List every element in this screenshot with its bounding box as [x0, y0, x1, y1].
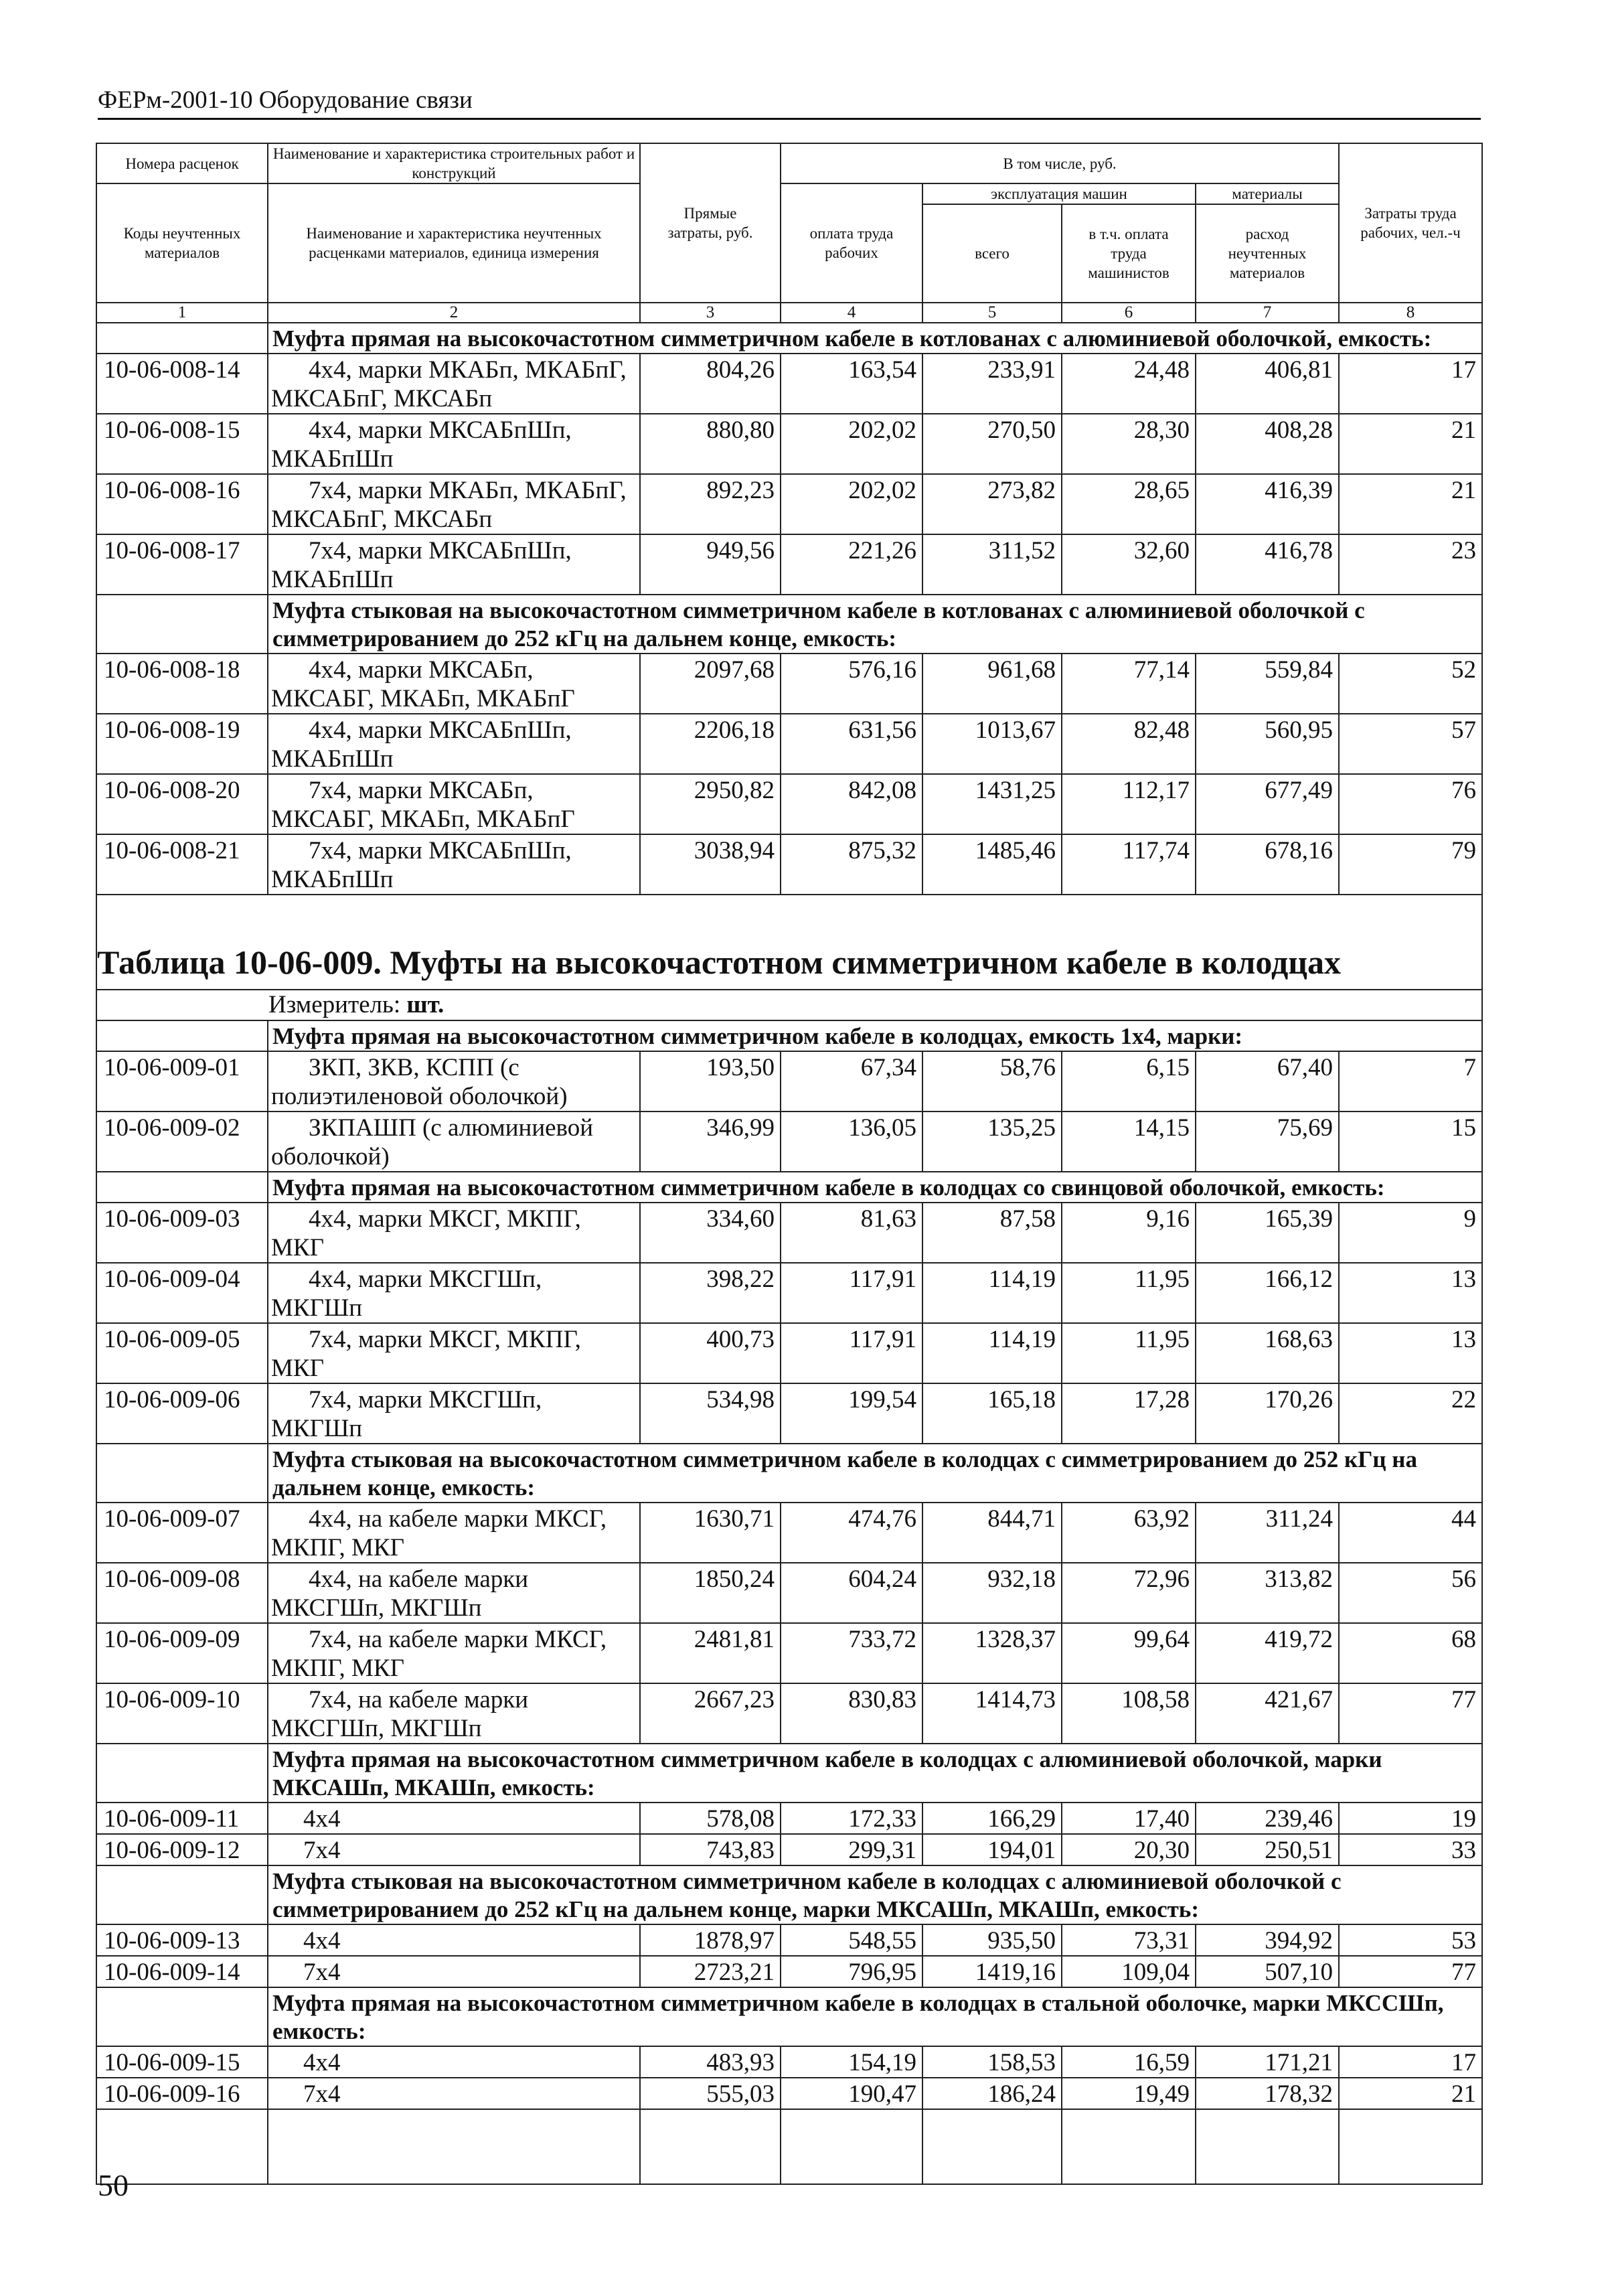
materials-cost: 507,10: [1196, 1956, 1339, 1987]
materials-cost: 406,81: [1196, 354, 1339, 414]
labor-hours: 15: [1339, 1112, 1482, 1172]
rate-code: 10-06-009-05: [96, 1323, 268, 1383]
table-title: Таблица 10-06-009. Муфты на высокочастотном симметричном кабеле в колодцах: [96, 895, 1482, 990]
rate-code: 10-06-009-03: [96, 1203, 268, 1263]
direct-cost: 2950,82: [640, 774, 781, 834]
machine-cost: 1328,37: [922, 1623, 1062, 1683]
machinist-labor-cost: 17,40: [1062, 1803, 1196, 1834]
section-row: [96, 1020, 1482, 1051]
header-materialy: материалы: [1196, 183, 1339, 204]
machine-cost: 1414,73: [922, 1683, 1062, 1744]
column-number-row: [96, 303, 1482, 323]
machinist-labor-cost: 20,30: [1062, 1834, 1196, 1865]
rate-code: 10-06-009-11: [96, 1803, 268, 1834]
section-title: Муфта стыковая на высокочастотном симметричном кабеле в колодцах с алюминиевой оболочкой с симметрированием до 252 кГц на дальнем конце, марки МКСАШп, МКАШп, емкость:: [268, 1865, 1482, 1924]
labor-hours: 56: [1339, 1563, 1482, 1623]
rate-code: 10-06-009-13: [96, 1924, 268, 1956]
machine-cost: 166,29: [922, 1803, 1062, 1834]
materials-cost: 408,28: [1196, 414, 1339, 474]
direct-cost: 804,26: [640, 354, 781, 414]
labor-hours: 23: [1339, 534, 1482, 595]
rate-code: 10-06-009-10: [96, 1683, 268, 1744]
rate-code: 10-06-008-18: [96, 654, 268, 714]
labor-cost: 576,16: [781, 654, 922, 714]
machinist-labor-cost: 14,15: [1062, 1112, 1196, 1172]
section-row: [96, 1987, 1482, 2046]
header-vtch: в т.ч. оплата труда машинистов: [1062, 204, 1196, 303]
labor-hours: 19: [1339, 1803, 1482, 1834]
direct-cost: 2097,68: [640, 654, 781, 714]
section-row: [96, 595, 1482, 654]
labor-hours: 68: [1339, 1623, 1482, 1683]
table-row: [96, 774, 1482, 834]
labor-cost: 733,72: [781, 1623, 922, 1683]
machinist-labor-cost: 19,49: [1062, 2078, 1196, 2109]
rate-name: 7х4, марки МКСГШп, МКГШп: [268, 1383, 640, 1444]
table-row: [96, 1503, 1482, 1563]
table-row: [96, 654, 1482, 714]
labor-hours: 13: [1339, 1263, 1482, 1323]
labor-cost: 604,24: [781, 1563, 922, 1623]
machinist-labor-cost: 32,60: [1062, 534, 1196, 595]
rate-code: 10-06-008-16: [96, 474, 268, 534]
labor-hours: 44: [1339, 1503, 1482, 1563]
machinist-labor-cost: 109,04: [1062, 1956, 1196, 1987]
rate-code: 10-06-009-12: [96, 1834, 268, 1865]
page-number: 50: [98, 2168, 129, 2202]
labor-hours: 22: [1339, 1383, 1482, 1444]
rate-name: 4х4, марки МКСАБпШп, МКАБпШп: [268, 714, 640, 774]
machinist-labor-cost: 17,28: [1062, 1383, 1196, 1444]
header-vsego: всего: [922, 204, 1062, 303]
column-number: 7: [1196, 303, 1339, 323]
header-naimenovanie-rabot: Наименование и характеристика строительных работ и конструкций: [268, 143, 640, 183]
rate-name: 4х4, марки МКСАБп, МКСАБГ, МКАБп, МКАБпГ: [268, 654, 640, 714]
machine-cost: 932,18: [922, 1563, 1062, 1623]
direct-cost: 193,50: [640, 1051, 781, 1112]
running-head-rule: [98, 118, 1481, 120]
direct-cost: 2723,21: [640, 1956, 781, 1987]
column-number: 4: [781, 303, 922, 323]
rate-name: 4х4: [268, 1924, 640, 1956]
section-title: Муфта прямая на высокочастотном симметричном кабеле в колодцах со свинцовой оболочкой, емкость:: [268, 1172, 1482, 1203]
machinist-labor-cost: 28,65: [1062, 474, 1196, 534]
labor-hours: 77: [1339, 1956, 1482, 1987]
machine-cost: 1431,25: [922, 774, 1062, 834]
rate-name: 7х4, марки МКСАБп, МКСАБГ, МКАБп, МКАБпГ: [268, 774, 640, 834]
labor-hours: 53: [1339, 1924, 1482, 1956]
labor-cost: 875,32: [781, 834, 922, 895]
direct-cost: 534,98: [640, 1383, 781, 1444]
machinist-labor-cost: 16,59: [1062, 2046, 1196, 2078]
machinist-labor-cost: 117,74: [1062, 834, 1196, 895]
labor-hours: 17: [1339, 2046, 1482, 2078]
materials-cost: 165,39: [1196, 1203, 1339, 1263]
section-title: Муфта стыковая на высокочастотном симметричном кабеле в котлованах с алюминиевой оболочкой с симметрированием до 252 кГц на дальнем конце, емкость:: [268, 595, 1482, 654]
direct-cost: 2206,18: [640, 714, 781, 774]
machine-cost: 1013,67: [922, 714, 1062, 774]
table-row: [96, 2046, 1482, 2078]
labor-cost: 154,19: [781, 2046, 922, 2078]
materials-cost: 168,63: [1196, 1323, 1339, 1383]
labor-cost: 631,56: [781, 714, 922, 774]
materials-cost: 421,67: [1196, 1683, 1339, 1744]
materials-cost: 170,26: [1196, 1383, 1339, 1444]
labor-hours: 13: [1339, 1323, 1482, 1383]
section-title: Муфта прямая на высокочастотном симметричном кабеле в колодцах, емкость 1х4, марки:: [268, 1020, 1482, 1051]
machine-cost: 233,91: [922, 354, 1062, 414]
direct-cost: 578,08: [640, 1803, 781, 1834]
header-rashod: расход неучтенных материалов: [1196, 204, 1339, 303]
direct-cost: 483,93: [640, 2046, 781, 2078]
rate-name: 4х4: [268, 1803, 640, 1834]
rate-code: 10-06-009-16: [96, 2078, 268, 2109]
column-number: 5: [922, 303, 1062, 323]
direct-cost: 949,56: [640, 534, 781, 595]
materials-cost: 311,24: [1196, 1503, 1339, 1563]
rate-name: 7х4: [268, 1956, 640, 1987]
machinist-labor-cost: 108,58: [1062, 1683, 1196, 1744]
table-row: [96, 1383, 1482, 1444]
table-row: [96, 1203, 1482, 1263]
machinist-labor-cost: 9,16: [1062, 1203, 1196, 1263]
section-title: Муфта стыковая на высокочастотном симметричном кабеле в колодцах с симметрированием до 252 кГц на дальнем конце, емкость:: [268, 1444, 1482, 1503]
direct-cost: 1850,24: [640, 1563, 781, 1623]
machine-cost: 58,76: [922, 1051, 1062, 1112]
rate-code: 10-06-009-08: [96, 1563, 268, 1623]
machine-cost: 273,82: [922, 474, 1062, 534]
machine-cost: 311,52: [922, 534, 1062, 595]
machine-cost: 270,50: [922, 414, 1062, 474]
materials-cost: 678,16: [1196, 834, 1339, 895]
rate-name: 4х4: [268, 2046, 640, 2078]
rate-code: 10-06-009-04: [96, 1263, 268, 1323]
labor-cost: 199,54: [781, 1383, 922, 1444]
rate-code: 10-06-008-14: [96, 354, 268, 414]
empty-row: [96, 2109, 1482, 2184]
machine-cost: 87,58: [922, 1203, 1062, 1263]
running-head: ФЕРм-2001-10 Оборудование связи: [98, 86, 473, 114]
section-row: [96, 1444, 1482, 1503]
materials-cost: 419,72: [1196, 1623, 1339, 1683]
rate-code: 10-06-009-06: [96, 1383, 268, 1444]
table-row: [96, 534, 1482, 595]
section-row: [96, 1744, 1482, 1803]
rate-code: 10-06-008-19: [96, 714, 268, 774]
rates-table: [96, 143, 1483, 2185]
rate-name: 7х4, на кабеле марки МКСГ, МКПГ, МКГ: [268, 1623, 640, 1683]
section-title: Муфта прямая на высокочастотном симметричном кабеле в колодцах в стальной оболочке, марки МКССШп, емкость:: [268, 1987, 1482, 2046]
direct-cost: 1630,71: [640, 1503, 781, 1563]
machine-cost: 158,53: [922, 2046, 1062, 2078]
rate-name: 4х4, марки МКСГ, МКПГ, МКГ: [268, 1203, 640, 1263]
machine-cost: 1419,16: [922, 1956, 1062, 1987]
rate-name: 4х4, марки МКСАБпШп, МКАБпШп: [268, 414, 640, 474]
labor-cost: 474,76: [781, 1503, 922, 1563]
section-row: [96, 1865, 1482, 1924]
labor-hours: 76: [1339, 774, 1482, 834]
labor-cost: 202,02: [781, 414, 922, 474]
machinist-labor-cost: 72,96: [1062, 1563, 1196, 1623]
rate-name: 7х4: [268, 2078, 640, 2109]
direct-cost: 880,80: [640, 414, 781, 474]
section-title: Муфта прямая на высокочастотном симметричном кабеле в колодцах с алюминиевой оболочкой, марки МКСАШп, МКАШп, емкость:: [268, 1744, 1482, 1803]
column-number: 8: [1339, 303, 1482, 323]
labor-cost: 67,34: [781, 1051, 922, 1112]
materials-cost: 67,40: [1196, 1051, 1339, 1112]
labor-hours: 7: [1339, 1051, 1482, 1112]
labor-cost: 136,05: [781, 1112, 922, 1172]
table-row: [96, 1623, 1482, 1683]
labor-hours: 52: [1339, 654, 1482, 714]
rate-code: 10-06-009-02: [96, 1112, 268, 1172]
direct-cost: 334,60: [640, 1203, 781, 1263]
machinist-labor-cost: 73,31: [1062, 1924, 1196, 1956]
direct-cost: 743,83: [640, 1834, 781, 1865]
machinist-labor-cost: 112,17: [1062, 774, 1196, 834]
labor-cost: 299,31: [781, 1834, 922, 1865]
machine-cost: 935,50: [922, 1924, 1062, 1956]
materials-cost: 166,12: [1196, 1263, 1339, 1323]
machinist-labor-cost: 28,30: [1062, 414, 1196, 474]
direct-cost: 346,99: [640, 1112, 781, 1172]
rate-name: 4х4, на кабеле марки МКСГ, МКПГ, МКГ: [268, 1503, 640, 1563]
header-v-tom-chisle: В том числе, руб.: [781, 143, 1339, 183]
materials-cost: 560,95: [1196, 714, 1339, 774]
labor-cost: 830,83: [781, 1683, 922, 1744]
rate-code: 10-06-008-15: [96, 414, 268, 474]
materials-cost: 178,32: [1196, 2078, 1339, 2109]
labor-cost: 172,33: [781, 1803, 922, 1834]
table-row: [96, 714, 1482, 774]
table-row: [96, 2078, 1482, 2109]
machine-cost: 114,19: [922, 1263, 1062, 1323]
labor-cost: 221,26: [781, 534, 922, 595]
machinist-labor-cost: 77,14: [1062, 654, 1196, 714]
rate-name: 7х4, марки МКАБп, МКАБпГ, МКСАБпГ, МКСАБп: [268, 474, 640, 534]
table-row: [96, 1112, 1482, 1172]
rate-name: 4х4, марки МКСГШп, МКГШп: [268, 1263, 640, 1323]
column-number: 6: [1062, 303, 1196, 323]
labor-hours: 57: [1339, 714, 1482, 774]
labor-cost: 81,63: [781, 1203, 922, 1263]
rate-name: 7х4, марки МКСГ, МКПГ, МКГ: [268, 1323, 640, 1383]
table-row: [96, 834, 1482, 895]
header-ekspluataciya: эксплуатация машин: [922, 183, 1196, 204]
labor-hours: 21: [1339, 2078, 1482, 2109]
machine-cost: 165,18: [922, 1383, 1062, 1444]
rate-code: 10-06-009-01: [96, 1051, 268, 1112]
machine-cost: 186,24: [922, 2078, 1062, 2109]
table-row: [96, 1683, 1482, 1744]
direct-cost: 2481,81: [640, 1623, 781, 1683]
rate-name: 7х4: [268, 1834, 640, 1865]
rate-code: 10-06-008-21: [96, 834, 268, 895]
rate-name: 4х4, на кабеле марки МКСГШп, МКГШп: [268, 1563, 640, 1623]
machine-cost: 844,71: [922, 1503, 1062, 1563]
machinist-labor-cost: 24,48: [1062, 354, 1196, 414]
meter: [96, 990, 1482, 1020]
machinist-labor-cost: 11,95: [1062, 1263, 1196, 1323]
table-row: [96, 354, 1482, 414]
column-number: 3: [640, 303, 781, 323]
section-title: Муфта прямая на высокочастотном симметричном кабеле в котлованах с алюминиевой оболочкой, емкость:: [268, 323, 1482, 354]
rate-name: ЗКП, ЗКВ, КСПП (с полиэтиленовой оболочкой): [268, 1051, 640, 1112]
machinist-labor-cost: 6,15: [1062, 1051, 1196, 1112]
labor-hours: 9: [1339, 1203, 1482, 1263]
table-header: [96, 143, 1482, 323]
machinist-labor-cost: 82,48: [1062, 714, 1196, 774]
direct-cost: 2667,23: [640, 1683, 781, 1744]
materials-cost: 171,21: [1196, 2046, 1339, 2078]
meter-label: Измеритель:: [268, 991, 401, 1018]
labor-hours: 33: [1339, 1834, 1482, 1865]
materials-cost: 394,92: [1196, 1924, 1339, 1956]
direct-cost: 1878,97: [640, 1924, 781, 1956]
machinist-labor-cost: 63,92: [1062, 1503, 1196, 1563]
materials-cost: 75,69: [1196, 1112, 1339, 1172]
rate-code: 10-06-008-17: [96, 534, 268, 595]
direct-cost: 400,73: [640, 1323, 781, 1383]
materials-cost: 313,82: [1196, 1563, 1339, 1623]
section-row: [96, 323, 1482, 354]
labor-cost: 190,47: [781, 2078, 922, 2109]
table-row: [96, 414, 1482, 474]
header-zatraty: Затраты труда рабочих, чел.-ч: [1339, 143, 1482, 303]
labor-cost: 117,91: [781, 1323, 922, 1383]
table-row: [96, 1924, 1482, 1956]
labor-cost: 796,95: [781, 1956, 922, 1987]
column-number: 1: [96, 303, 268, 323]
table-row: [96, 1323, 1482, 1383]
rate-name: 4х4, марки МКАБп, МКАБпГ, МКСАБпГ, МКСАБп: [268, 354, 640, 414]
table-row: [96, 1956, 1482, 1987]
materials-cost: 250,51: [1196, 1834, 1339, 1865]
materials-cost: 559,84: [1196, 654, 1339, 714]
labor-cost: 842,08: [781, 774, 922, 834]
labor-cost: 202,02: [781, 474, 922, 534]
rate-code: 10-06-009-15: [96, 2046, 268, 2078]
direct-cost: 892,23: [640, 474, 781, 534]
machine-cost: 1485,46: [922, 834, 1062, 895]
direct-cost: 555,03: [640, 2078, 781, 2109]
table-row: [96, 1051, 1482, 1112]
machinist-labor-cost: 99,64: [1062, 1623, 1196, 1683]
rate-code: 10-06-008-20: [96, 774, 268, 834]
labor-cost: 163,54: [781, 354, 922, 414]
rate-name: 7х4, на кабеле марки МКСГШп, МКГШп: [268, 1683, 640, 1744]
rate-code: 10-06-009-09: [96, 1623, 268, 1683]
rate-code: 10-06-009-07: [96, 1503, 268, 1563]
machine-cost: 114,19: [922, 1323, 1062, 1383]
header-naimenovanie-mat: Наименование и характеристика неучтенных расценками материалов, единица измерения: [268, 183, 640, 303]
table-row: [96, 1263, 1482, 1323]
labor-cost: 117,91: [781, 1263, 922, 1323]
materials-cost: 239,46: [1196, 1803, 1339, 1834]
table-row: [96, 474, 1482, 534]
materials-cost: 416,39: [1196, 474, 1339, 534]
meter-row: [96, 990, 1482, 1020]
header-nomer: Номера расценок: [96, 143, 268, 183]
section-row: [96, 1172, 1482, 1203]
header-pryamye: Прямые затраты, руб.: [640, 143, 781, 303]
table-row: [96, 1834, 1482, 1865]
table-title-row: [96, 895, 1482, 990]
machine-cost: 961,68: [922, 654, 1062, 714]
labor-cost: 548,55: [781, 1924, 922, 1956]
direct-cost: 3038,94: [640, 834, 781, 895]
rate-code: 10-06-009-14: [96, 1956, 268, 1987]
table-row: [96, 1803, 1482, 1834]
labor-hours: 17: [1339, 354, 1482, 414]
machinist-labor-cost: 11,95: [1062, 1323, 1196, 1383]
machine-cost: 194,01: [922, 1834, 1062, 1865]
rate-name: 7х4, марки МКСАБпШп, МКАБпШп: [268, 534, 640, 595]
labor-hours: 79: [1339, 834, 1482, 895]
machine-cost: 135,25: [922, 1112, 1062, 1172]
column-number: 2: [268, 303, 640, 323]
materials-cost: 677,49: [1196, 774, 1339, 834]
rate-name: ЗКПАШП (с алюминиевой оболочкой): [268, 1112, 640, 1172]
direct-cost: 398,22: [640, 1263, 781, 1323]
labor-hours: 21: [1339, 414, 1482, 474]
labor-hours: 21: [1339, 474, 1482, 534]
meter-value: шт.: [406, 991, 445, 1018]
materials-cost: 416,78: [1196, 534, 1339, 595]
header-oplata: оплата труда рабочих: [781, 183, 922, 303]
labor-hours: 77: [1339, 1683, 1482, 1744]
header-kody: Коды неучтенных материалов: [96, 183, 268, 303]
table-row: [96, 1563, 1482, 1623]
rate-name: 7х4, марки МКСАБпШп, МКАБпШп: [268, 834, 640, 895]
